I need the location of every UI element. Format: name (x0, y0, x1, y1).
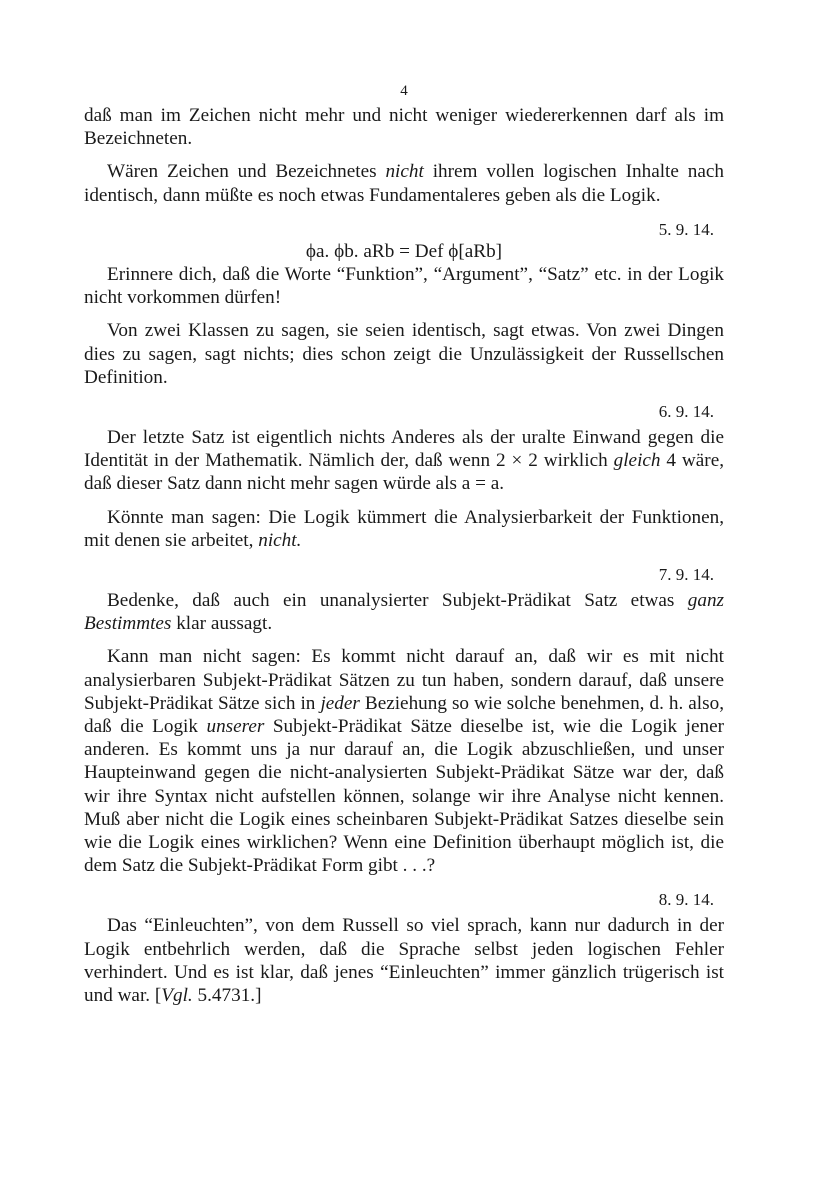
text-span: Bedenke, daß auch ein unanalysierter Subjekt-Prädikat Satz etwas (107, 590, 688, 612)
text-span: Wären Zeichen und Bezeichnetes (107, 161, 386, 183)
text-span: 5.4731.] (192, 985, 262, 1007)
page-number: 4 (400, 83, 408, 99)
text-span: Beziehung so wie solche benehmen, d. h. also, daß die Logik (84, 692, 724, 738)
paragraph-2 (84, 160, 724, 206)
entry-date-4: 8. 9. 14. (658, 890, 714, 910)
paragraph-8 (84, 645, 724, 877)
text-span: Der letzte Satz ist eigentlich nichts Anderes als der uralte Einwand gegen die Identität in der Mathematik. Nämlich der, daß wenn 2 × 2 wirklich (84, 427, 724, 472)
page (84, 82, 724, 1007)
text-span: ihrem vollen logischen Inhalte nach identisch, dann müßte es noch etwas Fundamentaleres geben als die Logik. (84, 161, 724, 206)
text-span: klar aussagt. (171, 613, 273, 635)
paragraph-7 (84, 589, 724, 635)
text-span: Kann man nicht sagen: Es kommt nicht darauf an, daß wir es mit nicht analysierbaren Subjekt-Prädikat Sätzen zu tun haben, sondern darauf, daß unsere Subjekt-Prädikat Sätze sich in (84, 646, 724, 714)
text-span: 4 wäre, daß dieser Satz dann nicht mehr sagen würde als a = a. (84, 450, 725, 495)
emphasis: nicht (385, 161, 424, 183)
entry-date-2: 6. 9. 14. (658, 402, 714, 422)
text-span: Könnte man sagen: Die Logik kümmert die Analysierbarkeit der Funktionen, mit denen sie arbeitet, (84, 506, 724, 551)
emphasis: ganz Bestimmtes (84, 590, 724, 635)
paragraph-3: Erinnere dich, daß die Worte “Funktion”, “Argument”, “Satz” etc. in der Logik nicht vorkommen dürfen! (84, 264, 724, 309)
entry-date-3: 7. 9. 14. (658, 565, 714, 585)
emphasis: Vgl. (161, 985, 193, 1007)
emphasis: jeder (320, 692, 360, 714)
paragraph-1: daß man im Zeichen nicht mehr und nicht weniger wiedererkennen darf als im Bezeichneten. (84, 105, 724, 150)
paragraph-9 (84, 914, 724, 1007)
entry-date-1: 5. 9. 14. (658, 219, 714, 239)
formula: ϕa. ϕb. aRb = Def ϕ[aRb] (305, 240, 503, 262)
text-span: Das “Einleuchten”, von dem Russell so viel sprach, kann nur dadurch in der Logik entbehrlich werden, daß die Sprache selbst jeden logischen Fehler verhindert. Und es ist klar, daß jenes “Einleuchten” immer gänzlich trügerisch ist und war. [ (84, 915, 724, 1007)
emphasis: unserer (206, 716, 265, 738)
emphasis: gleich (613, 450, 661, 472)
text-span: Subjekt-Prädikat Sätze dieselbe ist, wie die Logik jener anderen. Es kommt uns ja nur darauf an, die Logik abzuschließen, und unser Haupteinwand gegen die nicht-analysierten Subjekt-Prädikat Sätze war der, daß wir ihre Syntax nicht aufstellen können, solange wir ihre Analyse nicht kennen. Muß aber nicht die Logik eines scheinbaren Subjekt-Prädikat Satzes dieselbe sein wie die Logik eines wirklichen? Wenn eine Definition überhaupt möglich ist, die dem Satz die Subjekt-Prädikat Form gibt . . .? (84, 716, 724, 877)
paragraph-5 (84, 426, 724, 496)
paragraph-6 (84, 506, 724, 552)
emphasis: nicht. (258, 529, 302, 551)
paragraph-4: Von zwei Klassen zu sagen, sie seien identisch, sagt etwas. Von zwei Dingen dies zu sagen, sagt nichts; dies schon zeigt die Unzulässigkeit der Russellschen Definition. (84, 320, 724, 388)
